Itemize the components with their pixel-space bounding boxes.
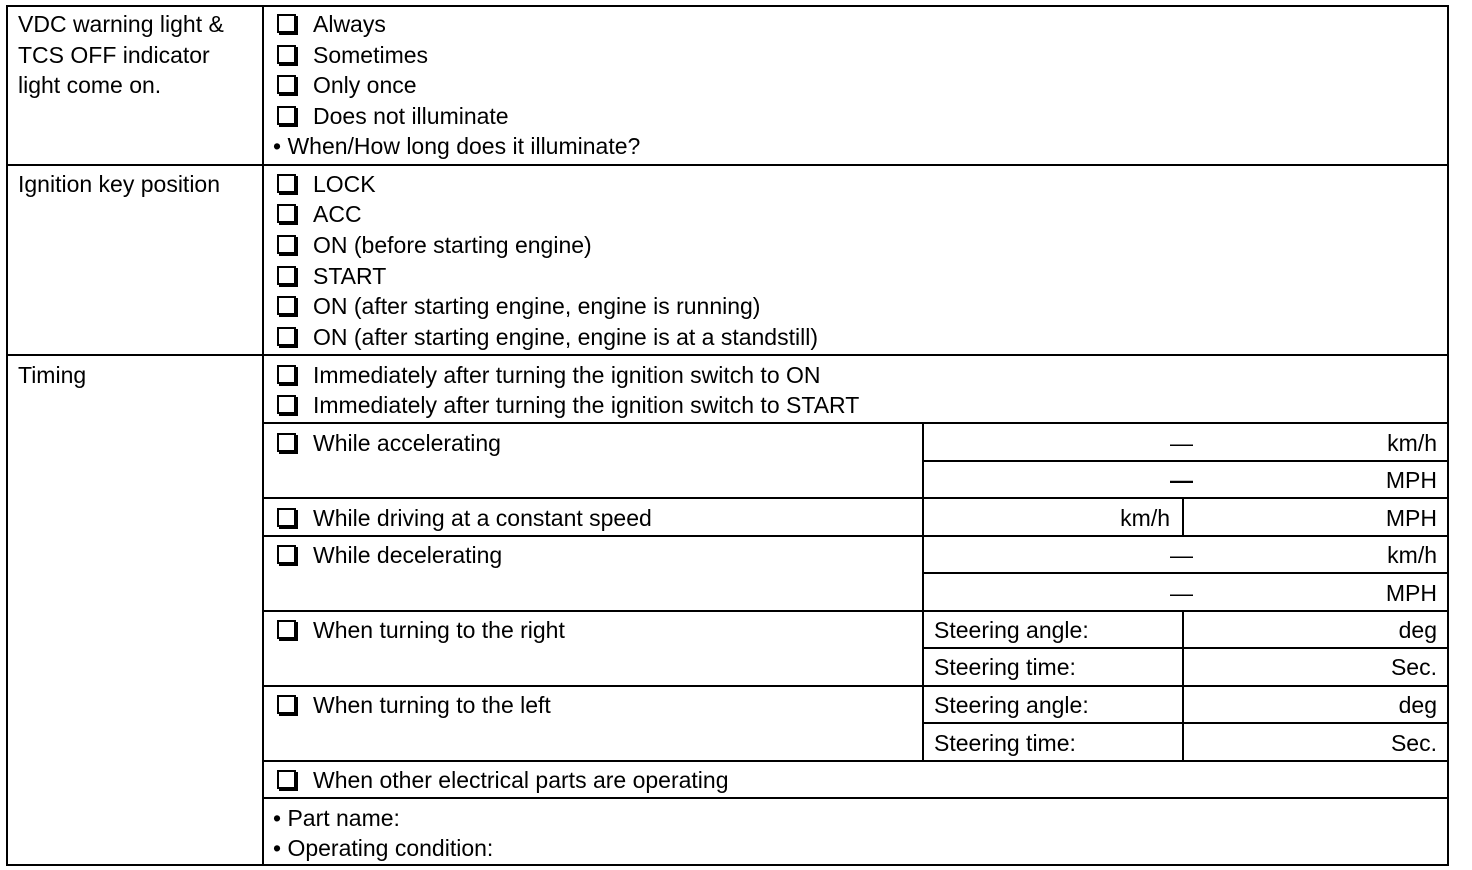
- steering-angle-unit: deg: [1398, 692, 1437, 718]
- speed-dash: —: [1170, 580, 1193, 606]
- table-border-left: [6, 5, 8, 866]
- part-name-field: • Part name:: [273, 805, 400, 831]
- option-always: Always: [313, 11, 386, 37]
- checkbox[interactable]: [277, 45, 296, 64]
- option-other-electrical-parts: When other electrical parts are operating: [313, 767, 729, 793]
- row-divider: [262, 797, 1449, 799]
- illumination-note: • When/How long does it illuminate?: [273, 133, 641, 159]
- option-on-before-start: ON (before starting engine): [313, 232, 592, 258]
- speed-unit-kmh: km/h: [1120, 505, 1170, 531]
- option-does-not-illuminate: Does not illuminate: [313, 103, 509, 129]
- speed-dash: —: [1170, 542, 1193, 568]
- operating-condition-field: • Operating condition:: [273, 835, 494, 861]
- option-constant-speed: While driving at a constant speed: [313, 505, 652, 531]
- checkbox[interactable]: [277, 433, 296, 452]
- row-divider: [262, 535, 1449, 537]
- checkbox[interactable]: [277, 327, 296, 346]
- checkbox[interactable]: [277, 545, 296, 564]
- speed-dash: —: [1170, 467, 1193, 493]
- steering-angle-label: Steering angle:: [934, 617, 1089, 643]
- option-while-decelerating: While decelerating: [313, 542, 503, 568]
- vdc-label-line: light come on.: [18, 72, 162, 98]
- option-after-ignition-on: Immediately after turning the ignition switch to ON: [313, 362, 821, 388]
- row-divider: [6, 164, 1449, 166]
- speed-unit-kmh: km/h: [1387, 430, 1437, 456]
- steering-time-unit: Sec.: [1390, 654, 1437, 680]
- option-sometimes: Sometimes: [313, 42, 429, 68]
- checkbox[interactable]: [277, 695, 296, 714]
- steering-time-label: Steering time:: [934, 730, 1076, 756]
- checkbox[interactable]: [277, 620, 296, 639]
- checkbox[interactable]: [277, 508, 296, 527]
- option-turning-left: When turning to the left: [313, 692, 551, 718]
- row-divider: [922, 572, 1449, 574]
- checkbox[interactable]: [277, 770, 296, 789]
- timing-label: Timing: [18, 362, 87, 388]
- checkbox[interactable]: [277, 266, 296, 285]
- speed-unit-kmh: km/h: [1387, 542, 1437, 568]
- steering-time-unit: Sec.: [1390, 730, 1437, 756]
- option-while-accelerating: While accelerating: [313, 430, 501, 456]
- checkbox[interactable]: [277, 14, 296, 33]
- option-start: START: [313, 263, 387, 289]
- option-lock: LOCK: [313, 171, 376, 197]
- checkbox[interactable]: [277, 395, 296, 414]
- checkbox[interactable]: [277, 365, 296, 384]
- column-divider: [1182, 610, 1184, 762]
- row-divider: [262, 685, 1449, 687]
- row-divider: [6, 354, 1449, 356]
- steering-angle-unit: deg: [1398, 617, 1437, 643]
- row-divider: [922, 722, 1449, 724]
- ignition-label: Ignition key position: [18, 171, 221, 197]
- checkbox[interactable]: [277, 235, 296, 254]
- table-border-top: [6, 5, 1449, 7]
- checkbox[interactable]: [277, 204, 296, 223]
- speed-unit-mph: MPH: [1385, 580, 1437, 606]
- steering-angle-label: Steering angle:: [934, 692, 1089, 718]
- row-divider: [262, 497, 1449, 499]
- steering-time-label: Steering time:: [934, 654, 1076, 680]
- table-border-bottom: [6, 864, 1449, 866]
- option-turning-right: When turning to the right: [313, 617, 565, 643]
- vdc-label-line: TCS OFF indicator: [18, 42, 210, 68]
- option-on-engine-running: ON (after starting engine, engine is running): [313, 293, 761, 319]
- speed-unit-mph: MPH: [1385, 505, 1437, 531]
- option-only-once: Only once: [313, 72, 417, 98]
- row-divider: [262, 610, 1449, 612]
- row-divider: [922, 460, 1449, 462]
- column-divider: [1182, 497, 1184, 537]
- checkbox[interactable]: [277, 296, 296, 315]
- row-divider: [922, 647, 1449, 649]
- speed-dash: —: [1170, 430, 1193, 456]
- option-acc: ACC: [313, 201, 362, 227]
- checkbox[interactable]: [277, 174, 296, 193]
- label-column-divider: [262, 5, 264, 866]
- checkbox[interactable]: [277, 75, 296, 94]
- vdc-label-line: VDC warning light &: [18, 11, 224, 37]
- row-divider: [262, 760, 1449, 762]
- table-border-right: [1447, 5, 1449, 866]
- checkbox[interactable]: [277, 106, 296, 125]
- column-divider: [922, 422, 924, 762]
- speed-unit-mph: MPH: [1385, 467, 1437, 493]
- row-divider: [262, 422, 1449, 424]
- option-after-ignition-start: Immediately after turning the ignition switch to START: [313, 392, 860, 418]
- option-on-engine-standstill: ON (after starting engine, engine is at a standstill): [313, 324, 818, 350]
